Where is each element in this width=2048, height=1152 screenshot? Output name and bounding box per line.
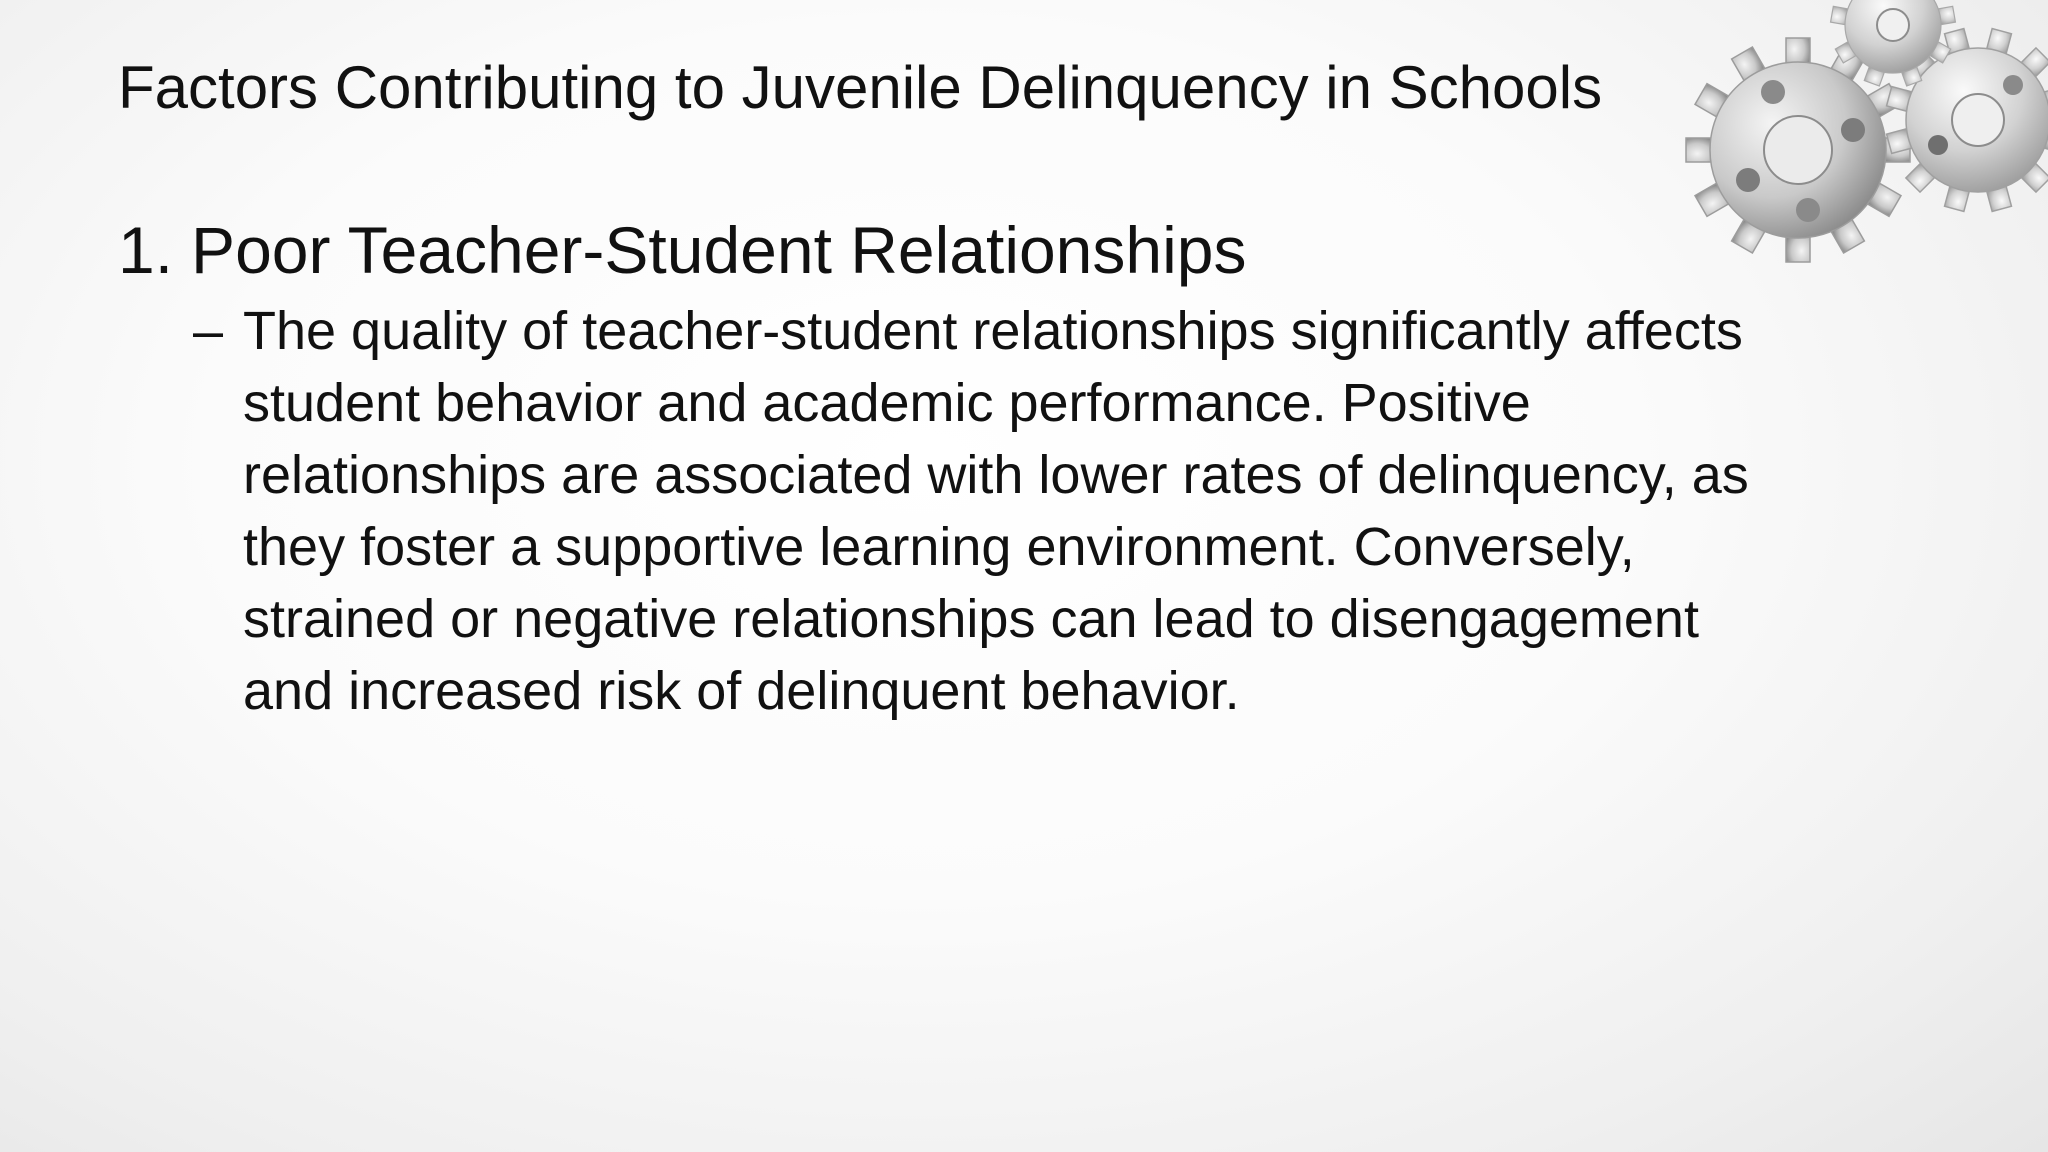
item-number: 1. — [118, 213, 174, 287]
slide-content — [118, 205, 1938, 727]
bullet-dash: – — [193, 301, 224, 361]
bullet-text-line: relationships are associated with lower rates of delinquency, as — [243, 445, 1749, 505]
numbered-item — [118, 205, 1938, 295]
bullet-text-line: The quality of teacher-student relationships significantly affects — [243, 301, 1743, 361]
bullet-text — [243, 295, 2033, 727]
bullet-text-line: and increased risk of delinquent behavior. — [243, 661, 1240, 721]
bullet-text-line: strained or negative relationships can lead to disengagement — [243, 589, 1699, 649]
item-heading: Poor Teacher-Student Relationships — [191, 213, 1247, 287]
bullet-text-line: they foster a supportive learning environment. Conversely, — [243, 517, 1635, 577]
bullet-text-line: student behavior and academic performance. Positive — [243, 373, 1531, 433]
sub-bullet — [118, 295, 2033, 727]
slide-title: Factors Contributing to Juvenile Delinquency in Schools — [118, 54, 1603, 121]
